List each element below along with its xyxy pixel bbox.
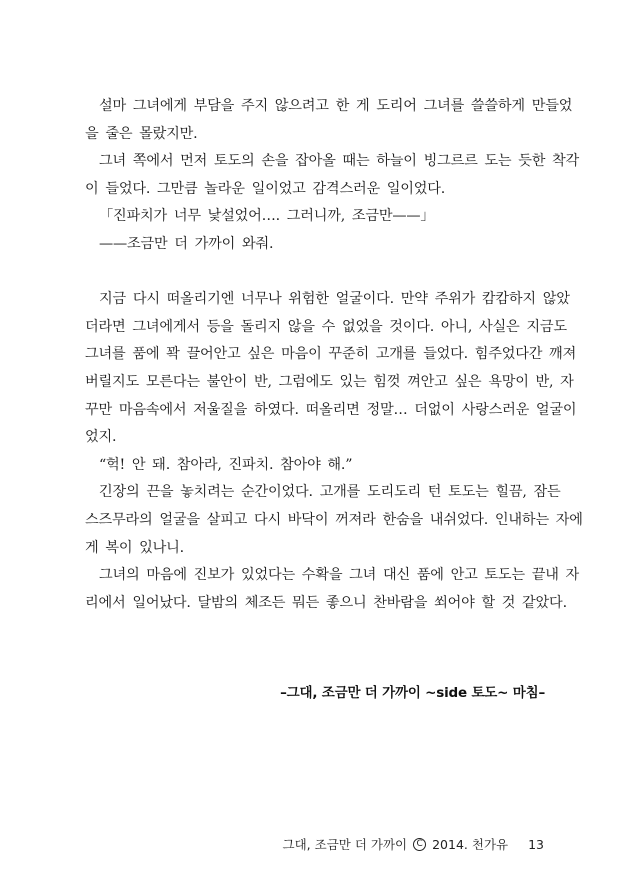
text-line: 었지. <box>85 429 117 446</box>
text-line: 「진파치가 너무 낯설었어…. 그러니까, 조금만——」 <box>99 208 435 225</box>
text-line: 지금 다시 떠올리기엔 너무나 위험한 얼굴이다. 만약 주위가 캄캄하지 않았 <box>99 291 570 308</box>
text-line: 을 줄은 몰랐지만. <box>85 125 198 142</box>
text-line: 리에서 일어났다. 달밤의 체조든 뭐든 좋으니 찬바람을 쐬어야 할 것 같았다. <box>85 594 567 611</box>
text-line: 더라면 그녀에게서 등을 돌리지 않을 수 없었을 것이다. 아니, 사실은 지금도 <box>85 318 567 335</box>
text-line: “헉! 안 돼. 참아라, 진파치. 참아야 해.” <box>99 456 353 473</box>
text-line: 버릴지도 모른다는 불안이 반, 그럼에도 있는 힘껏 껴안고 싶은 욕망이 반, 자 <box>85 373 574 390</box>
text-line: 설마 그녀에게 부담을 주지 않으려고 한 게 도리어 그녀를 쓸쓸하게 만들었 <box>99 98 573 114</box>
text-line: 이 들었다. 그만큼 놀라운 일이었고 감격스러운 일이었다. <box>85 180 446 197</box>
text-line: 긴장의 끈을 놓치려는 순간이었다. 고개를 도리도리 턴 토도는 힐끔, 잠든 <box>99 484 561 501</box>
page-body <box>85 93 583 617</box>
text-line: 그녀 쪽에서 먼저 토도의 손을 잡아올 때는 하늘이 빙그르르 도는 듯한 착각 <box>99 153 580 170</box>
text-line: 그녀의 마음에 진보가 있었다는 수확을 그녀 대신 품에 안고 토도는 끝내 자 <box>99 567 580 584</box>
text-line: 꾸만 마음속에서 저울질을 하였다. 떠올리면 정말… 더없이 사랑스러운 얼굴이 <box>85 401 577 418</box>
text-line: 그녀를 품에 꽉 끌어안고 싶은 마음이 꾸준히 고개를 들었다. 힘주었다간 깨져 <box>85 346 577 363</box>
footer-title: 그대, 조금만 더 가까이 <box>282 837 408 852</box>
text-line: 스즈무라의 얼굴을 살피고 다시 바닥이 꺼져라 한숨을 내쉬었다. 인내하는 자에 <box>85 511 583 528</box>
copyright-icon: C <box>413 838 426 851</box>
page-number: 13 <box>528 836 544 852</box>
paragraph-gap <box>85 259 547 287</box>
footer-year-author: 2014. 천가유 <box>432 837 509 852</box>
text-line: ——조금만 더 가까이 와줘. <box>99 235 274 252</box>
text-line: 게 복이 있나니. <box>85 539 184 556</box>
story-end-marker: –그대, 조금만 더 가까이 ~side 토도~ 마침– <box>280 685 545 701</box>
page-footer <box>283 835 544 853</box>
